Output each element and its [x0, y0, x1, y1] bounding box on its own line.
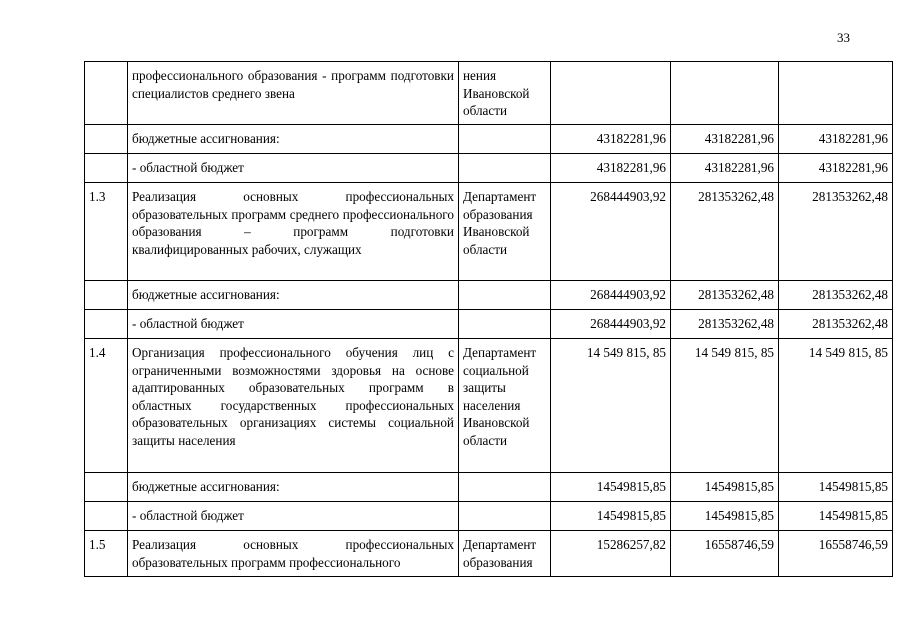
row-number — [85, 502, 128, 531]
table-row — [85, 310, 893, 339]
amount-year-1: 14549815,85 — [551, 502, 671, 531]
amount-year-3: 281353262,48 — [779, 310, 893, 339]
executor-name — [459, 281, 551, 310]
amount-year-3: 14549815,85 — [779, 502, 893, 531]
activity-name: Реализация основных профессиональных образовательных программ среднего профессионального образования – программ подготовки квалифицированных рабочих, служащих — [128, 183, 459, 281]
amount-year-1 — [551, 62, 671, 125]
activity-name: профессионального образования - программ подготовки специалистов среднего звена — [128, 62, 459, 125]
amount-year-1: 15286257,82 — [551, 531, 671, 577]
amount-year-1: 14 549 815, 85 — [551, 339, 671, 473]
amount-year-3: 43182281,96 — [779, 125, 893, 154]
executor-name — [459, 154, 551, 183]
table-row — [85, 183, 893, 281]
amount-year-3: 281353262,48 — [779, 183, 893, 281]
row-number: 1.4 — [85, 339, 128, 473]
amount-year-2: 16558746,59 — [671, 531, 779, 577]
executor-name — [459, 502, 551, 531]
table-row — [85, 502, 893, 531]
amount-year-1: 268444903,92 — [551, 281, 671, 310]
amount-year-2: 14 549 815, 85 — [671, 339, 779, 473]
activity-name: - областной бюджет — [128, 502, 459, 531]
amount-year-1: 14549815,85 — [551, 473, 671, 502]
amount-year-2: 14549815,85 — [671, 473, 779, 502]
amount-year-3: 16558746,59 — [779, 531, 893, 577]
page-number: 33 — [837, 30, 850, 45]
row-number — [85, 281, 128, 310]
amount-year-2: 281353262,48 — [671, 281, 779, 310]
table-row — [85, 62, 893, 125]
amount-year-2: 281353262,48 — [671, 183, 779, 281]
amount-year-3: 281353262,48 — [779, 281, 893, 310]
amount-year-2: 43182281,96 — [671, 154, 779, 183]
table-row — [85, 154, 893, 183]
table-row — [85, 125, 893, 154]
amount-year-2: 281353262,48 — [671, 310, 779, 339]
amount-year-2 — [671, 62, 779, 125]
row-number — [85, 154, 128, 183]
row-number — [85, 62, 128, 125]
executor-name: Департамент образования — [459, 531, 551, 577]
row-number — [85, 125, 128, 154]
executor-name — [459, 125, 551, 154]
amount-year-3 — [779, 62, 893, 125]
activity-name: бюджетные ассигнования: — [128, 473, 459, 502]
table-row — [85, 339, 893, 473]
executor-name — [459, 310, 551, 339]
amount-year-2: 14549815,85 — [671, 502, 779, 531]
table-row — [85, 531, 893, 577]
row-number: 1.5 — [85, 531, 128, 577]
executor-name — [459, 473, 551, 502]
amount-year-1: 43182281,96 — [551, 125, 671, 154]
amount-year-1: 43182281,96 — [551, 154, 671, 183]
activity-name: Реализация основных профессиональных образовательных программ профессионального — [128, 531, 459, 577]
executor-name: Департамент образования Ивановской области — [459, 183, 551, 281]
budget-table — [84, 61, 893, 577]
amount-year-2: 43182281,96 — [671, 125, 779, 154]
row-number: 1.3 — [85, 183, 128, 281]
amount-year-1: 268444903,92 — [551, 183, 671, 281]
amount-year-3: 14549815,85 — [779, 473, 893, 502]
amount-year-1: 268444903,92 — [551, 310, 671, 339]
activity-name: - областной бюджет — [128, 310, 459, 339]
activity-name: - областной бюджет — [128, 154, 459, 183]
row-number — [85, 310, 128, 339]
activity-name: Организация профессионального обучения лиц с ограниченными возможностями здоровья на основе адаптированных образовательных программ в областных государственных профессиональных образовательных организациях системы социальной защиты населения — [128, 339, 459, 473]
amount-year-3: 43182281,96 — [779, 154, 893, 183]
executor-name: Департамент социальной защиты населения Ивановской области — [459, 339, 551, 473]
activity-name: бюджетные ассигнования: — [128, 281, 459, 310]
table-row — [85, 473, 893, 502]
activity-name: бюджетные ассигнования: — [128, 125, 459, 154]
amount-year-3: 14 549 815, 85 — [779, 339, 893, 473]
table-row — [85, 281, 893, 310]
executor-name: нения Ивановской области — [459, 62, 551, 125]
row-number — [85, 473, 128, 502]
